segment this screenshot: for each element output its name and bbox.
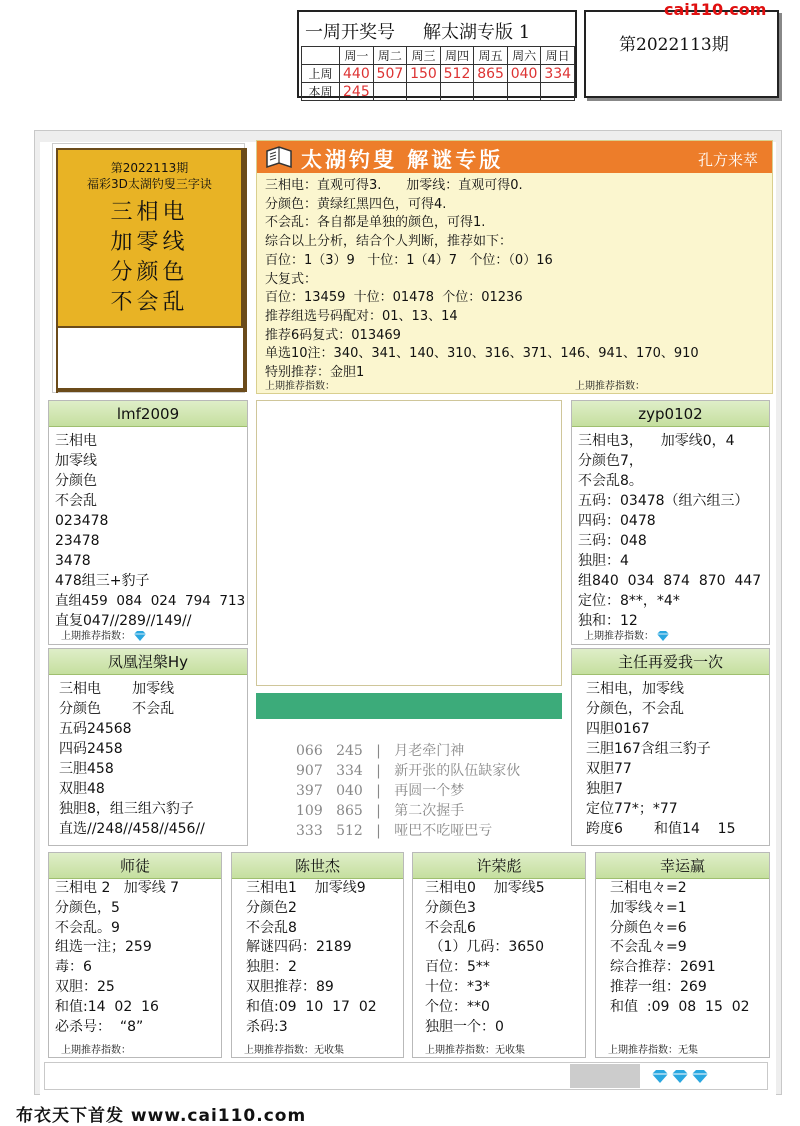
card-line: 三胆167含组三豹子 <box>586 741 711 757</box>
puzzle-line: 百位：1（3）9 十位：1（4）7 个位：（0）16 <box>265 252 553 268</box>
draw-number: 245 <box>340 83 374 101</box>
card-body <box>49 675 247 843</box>
card-line: 加零线々=1 <box>610 899 687 916</box>
card-line: 独胆：4 <box>578 553 629 569</box>
draw-number <box>407 83 441 101</box>
expert-card-zyp0102 <box>571 400 770 645</box>
card-line: 四码2458 <box>59 741 123 757</box>
draw-number: 865 <box>474 65 508 83</box>
card-line: 推荐一组：269 <box>610 978 707 995</box>
puzzle-line: 推荐6码复式：013469 <box>265 327 401 343</box>
draw-number: 507 <box>373 65 407 83</box>
card-line: 三胆458 <box>59 761 114 777</box>
card-line: 三相电，加零线 <box>586 681 684 697</box>
rating-label: 上期推荐指数：无收集 <box>244 1045 344 1056</box>
puzzle-line: 推荐组选号码配对：01、13、14 <box>265 308 458 324</box>
card-title: 凤凰涅槃Hy <box>49 649 247 675</box>
card-line: 定位：8**，*4* <box>578 593 680 609</box>
day-header: 周二 <box>373 47 407 65</box>
poem-card <box>56 148 243 328</box>
card-line: 四码：0478 <box>578 513 656 529</box>
table-row <box>302 83 575 101</box>
card-title: zyp0102 <box>572 401 769 427</box>
card-line: 直选//248//458//456// <box>59 821 205 837</box>
table-row <box>302 65 575 83</box>
rating-label: 上期推荐指数： <box>61 1045 131 1056</box>
card-line: 3478 <box>55 553 91 569</box>
poem-frame-edge <box>56 388 247 392</box>
puzzle-line: 分颜色：黄绿红黑四色，可得4. <box>265 196 447 212</box>
rating-label: 上期推荐指数： <box>575 381 645 392</box>
issue-panel <box>584 10 779 98</box>
expert-card-shitu <box>48 852 222 1058</box>
list-item: 333 512 | 哑巴不吃哑巴亏 <box>296 823 493 839</box>
card-line: 独和：12 <box>578 613 638 629</box>
card-line: 分颜色 不会乱 <box>59 701 175 717</box>
rating-row <box>61 627 146 642</box>
expert-card-xurongbiao <box>412 852 586 1058</box>
day-header: 周日 <box>541 47 575 65</box>
card-line: 直复047//289//149// <box>55 613 192 629</box>
puzzle-author: 孔方来萃 <box>697 151 758 169</box>
poem-line: 不会乱 <box>110 290 189 315</box>
card-line: 分颜色，5 <box>55 899 120 916</box>
issue-number: 第2022113期 <box>619 35 729 55</box>
rating-row <box>584 627 669 642</box>
rating-diamonds <box>652 1068 708 1088</box>
card-line: 独胆：2 <box>246 959 297 976</box>
card-line: 三相电 2 加零线 7 <box>55 880 180 896</box>
diamond-icon <box>652 1068 708 1084</box>
bottom-gray-block <box>570 1064 640 1088</box>
card-line: 三相电0 加零线5 <box>425 880 545 896</box>
card-line: （1）几码：3650 <box>425 939 544 956</box>
footer-credit: 布衣天下首发 www.cai110.com <box>16 1106 307 1126</box>
card-line: 个位：**0 <box>425 998 490 1015</box>
day-header: 周三 <box>407 47 441 65</box>
card-line: 独胆8，组三组六豹子 <box>59 801 194 817</box>
card-line: 十位：*3* <box>425 978 490 995</box>
card-line: 三码：048 <box>578 533 647 549</box>
card-line: 分颜色 <box>55 473 97 489</box>
weekly-draw-panel <box>297 10 577 98</box>
poem-line: 分颜色 <box>110 260 189 285</box>
card-body <box>49 427 247 635</box>
puzzle-body <box>265 177 699 383</box>
card-line: 定位77*；*77 <box>586 801 678 817</box>
poem-line: 三相电 <box>110 200 189 225</box>
rating-label: 上期推荐指数： <box>584 631 654 642</box>
list-item: 066 245 | 月老牵门神 <box>296 743 465 759</box>
expert-card-fenghuang <box>48 648 248 846</box>
book-icon <box>265 145 293 169</box>
card-line: 和值:09 10 17 02 <box>246 998 377 1015</box>
diamond-icon <box>134 631 146 641</box>
poem-line: 加零线 <box>110 230 189 255</box>
card-title: 幸运赢 <box>596 853 769 879</box>
expert-card-zhuren <box>571 648 770 846</box>
puzzle-line: 特别推荐：金胆1 <box>265 365 365 381</box>
card-line: 解谜四码：2189 <box>246 939 352 956</box>
puzzle-line: 大复式： <box>265 271 318 287</box>
card-line: 不会乱々=9 <box>610 939 687 956</box>
day-header: 周一 <box>340 47 374 65</box>
draw-number <box>440 83 474 101</box>
card-line: 独胆一个：0 <box>425 1018 504 1035</box>
card-body <box>232 879 403 1037</box>
expert-card-lmf2009 <box>48 400 248 645</box>
card-line: 分颜色2 <box>246 899 297 916</box>
card-line: 分颜色，不会乱 <box>586 701 684 717</box>
card-line: 不会乱8。 <box>578 473 643 489</box>
card-line: 必杀号： “8” <box>55 1018 144 1035</box>
card-title: lmf2009 <box>49 401 247 427</box>
card-body <box>572 427 769 635</box>
card-line: 双胆推荐：89 <box>246 978 334 995</box>
weekly-draw-title <box>305 18 530 44</box>
card-line: 组840 034 874 870 447 <box>578 573 762 589</box>
edition-label: 解太湖专版 1 <box>423 22 531 43</box>
puzzle-line: 百位：13459 十位：01478 个位：01236 <box>265 290 523 306</box>
site-logo[interactable]: cai110.com <box>664 0 767 19</box>
card-line: 双胆：25 <box>55 978 115 995</box>
poem-issue: 第2022113期 <box>110 161 189 175</box>
riddle-list <box>256 722 562 846</box>
card-line: 跨度6 和值14 15 <box>586 821 736 837</box>
puzzle-title: 太湖钓叟 解谜专版 <box>301 147 504 172</box>
draw-number: 040 <box>507 65 541 83</box>
draw-number: 334 <box>541 65 575 83</box>
card-line: 分颜色3 <box>425 899 476 916</box>
rating-label: 上期推荐指数： <box>61 631 131 642</box>
card-line: 23478 <box>55 533 100 549</box>
card-line: 三相电3， 加零线0，4 <box>578 433 735 449</box>
card-line: 和值:14 02 16 <box>55 998 159 1015</box>
card-line: 组选一注；259 <box>55 939 152 956</box>
row-label: 本周 <box>302 83 340 101</box>
card-line: 三相电1 加零线9 <box>246 880 366 896</box>
card-line: 杀码:3 <box>246 1018 288 1035</box>
rating-label: 上期推荐指数：无收集 <box>425 1045 525 1056</box>
rating-label: 上期推荐指数：无集 <box>608 1045 698 1056</box>
draw-number: 440 <box>340 65 374 83</box>
card-line: 不会乱 <box>55 493 97 509</box>
list-item: 907 334 | 新开张的队伍缺家伙 <box>296 763 521 779</box>
card-line: 三相电 加零线 <box>59 681 175 697</box>
card-line: 023478 <box>55 513 109 529</box>
puzzle-line: 单选10注：340、341、140、310、316、371、146、941、170、910 <box>265 346 699 362</box>
card-title: 陈世杰 <box>232 853 403 879</box>
card-line: 不会乱8 <box>246 919 297 936</box>
card-line: 478组三+豹子 <box>55 573 150 589</box>
card-title: 主任再爱我一次 <box>572 649 769 675</box>
puzzle-line: 综合以上分析，结合个人判断，推荐如下： <box>265 234 513 250</box>
expert-card-chenshijie <box>231 852 404 1058</box>
draw-number <box>474 83 508 101</box>
card-line: 五码：03478（组六组三） <box>578 493 749 509</box>
day-header: 周五 <box>474 47 508 65</box>
puzzle-line: 三相电：直观可得3. 加零线：直观可得0. <box>265 178 523 193</box>
puzzle-panel <box>256 140 773 394</box>
card-title: 师徒 <box>49 853 221 879</box>
draw-number <box>541 83 575 101</box>
card-body <box>49 879 221 1037</box>
draw-number <box>373 83 407 101</box>
card-line: 分颜色7， <box>578 453 643 469</box>
card-line: 和值 :09 08 15 02 <box>610 998 750 1015</box>
weekly-draw-table <box>301 46 575 101</box>
card-line: 三相电々=2 <box>610 880 687 896</box>
diamond-icon <box>657 631 669 641</box>
table-header-row <box>302 47 575 65</box>
card-line: 双胆48 <box>59 781 105 797</box>
card-line: 百位：5** <box>425 959 490 976</box>
day-header: 周六 <box>507 47 541 65</box>
expert-card-xingyunying <box>595 852 770 1058</box>
card-body <box>413 879 585 1037</box>
weekly-draw-label: 一周开奖号 <box>305 22 395 43</box>
rating-label: 上期推荐指数： <box>265 381 335 392</box>
list-item: 109 865 | 第二次握手 <box>296 803 465 819</box>
card-line: 分颜色々=6 <box>610 919 687 936</box>
poem-frame-edge <box>243 148 247 392</box>
day-header: 周四 <box>440 47 474 65</box>
card-line: 不会乱6 <box>425 919 476 936</box>
card-line: 直组459 084 024 794 713 <box>55 593 246 609</box>
card-body <box>596 879 769 1018</box>
card-line: 四胆0167 <box>586 721 650 737</box>
card-line: 独胆7 <box>586 781 623 797</box>
card-line: 不会乱。9 <box>55 919 120 936</box>
card-line: 毒：6 <box>55 959 92 976</box>
poem-subtitle: 福彩3D太湖钓叟三字诀 <box>87 177 212 191</box>
card-line: 综合推荐：2691 <box>610 959 716 976</box>
center-blank-panel <box>256 400 562 686</box>
puzzle-line: 不会乱：各自都是单独的颜色，可得1. <box>265 215 486 231</box>
card-title: 许荣彪 <box>413 853 585 879</box>
puzzle-title-bar <box>257 141 772 173</box>
draw-number: 150 <box>407 65 441 83</box>
draw-number <box>507 83 541 101</box>
card-line: 三相电 <box>55 433 97 449</box>
draw-number: 512 <box>440 65 474 83</box>
center-green-bar <box>256 693 562 719</box>
card-body <box>572 675 769 843</box>
card-line: 双胆77 <box>586 761 632 777</box>
list-item: 397 040 | 再圆一个梦 <box>296 783 465 799</box>
card-line: 加零线 <box>55 453 97 469</box>
card-line: 五码24568 <box>59 721 132 737</box>
row-label: 上周 <box>302 65 340 83</box>
